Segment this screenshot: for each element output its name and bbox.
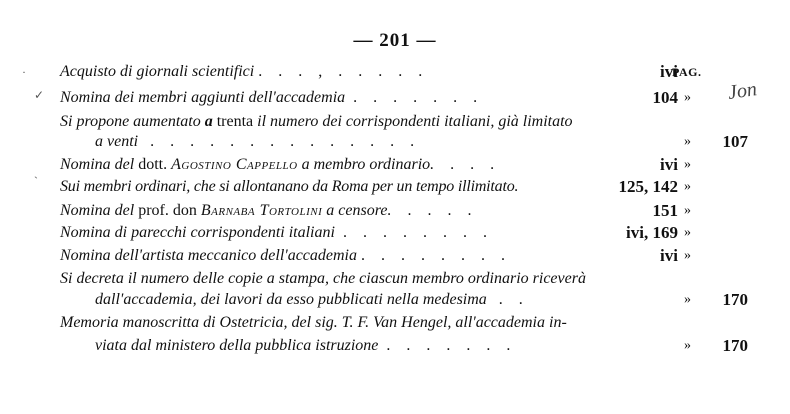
leader-dots: . . . (434, 156, 495, 173)
page-ref: 107 (722, 132, 748, 151)
leader-dots: . . . . (391, 202, 472, 219)
entry-text: trenta (212, 113, 258, 130)
page-ref: 170 (722, 290, 748, 309)
entry-text: Nomina dei membri aggiunti dell'accademia (60, 89, 346, 106)
index-entry-continuation (95, 289, 775, 311)
entry-text: Nomina del (60, 156, 139, 173)
entry-text: Nomina di parecchi corrispondenti italiani (60, 224, 335, 241)
index-entry (60, 176, 740, 198)
page-ref: ivi (660, 62, 678, 81)
person-name: Barnaba Tortolini (200, 202, 323, 219)
ditto-mark: » (684, 225, 691, 240)
entry-text: prof. don (138, 202, 201, 219)
person-name: Agostino Cappello (171, 156, 298, 173)
index-entry (60, 312, 740, 334)
margin-tick-mark: ˋ (34, 174, 38, 188)
index-entry (60, 245, 740, 267)
entry-text: viata dal ministero della pubblica istruzione (95, 337, 379, 354)
index-entry-continuation (95, 131, 775, 153)
index-entry (60, 154, 740, 176)
entry-text: Si decreta il numero delle copie a stampa, che ciascun membro ordinario riceverà (60, 270, 586, 287)
page-ref: 104 (652, 88, 678, 107)
pag-label: PAG. (672, 65, 702, 79)
ditto-mark: » (684, 134, 691, 149)
leader-dots: . . . . . . . (345, 89, 478, 106)
page-ref: ivi (660, 246, 678, 265)
ditto-mark: » (684, 90, 691, 105)
index-entry (60, 61, 740, 83)
page-ref: 170 (722, 336, 748, 355)
ditto-mark: » (684, 179, 691, 194)
entry-text: Si propone aumentato (60, 113, 205, 130)
entry-text: Sui membri ordinari, che si allontanano da Roma per un tempo illimitato. (60, 178, 519, 195)
page-ref: ivi, 169 (626, 223, 678, 242)
leader-dots: . . (486, 291, 523, 308)
entry-text: a membro ordinario. (297, 156, 435, 173)
leader-dots: . . . . . . . . (334, 224, 487, 241)
leader-dots: . . . , . . . . . (254, 63, 423, 80)
ditto-mark: » (684, 292, 691, 307)
index-entry-continuation (95, 335, 775, 357)
entry-text: a (204, 113, 213, 130)
leader-dots: . . . . . . . (378, 337, 511, 354)
margin-dot: · (22, 65, 26, 79)
page-ref: ivi (660, 155, 678, 174)
entry-text: Memoria manoscritta di Ostetricia, del sig. T. F. Van Hengel, all'accademia in- (60, 314, 567, 331)
entry-text: a venti (95, 133, 139, 150)
ditto-mark: » (684, 203, 691, 218)
index-entry (60, 111, 740, 133)
index-entry (60, 87, 740, 109)
page-ref: 151 (652, 201, 678, 220)
margin-check-mark: ✓ (34, 88, 45, 102)
index-entry (60, 222, 740, 244)
page-ref: 125, 142 (618, 177, 678, 196)
index-entry (60, 268, 740, 290)
entry-text: a censore. (322, 202, 392, 219)
entry-text: Acquisto di giornali scientifici (60, 63, 255, 80)
ditto-mark: » (684, 248, 691, 263)
entry-text: dott. (138, 156, 172, 173)
page-number: — 201 — (353, 30, 437, 51)
entry-text: Nomina dell'artista meccanico dell'accademia (60, 247, 357, 264)
index-entry (60, 200, 740, 222)
handwritten-note: Jon (726, 78, 759, 104)
entry-text: dall'accademia, dei lavori da esso pubblicati nella medesima (95, 291, 487, 308)
leader-dots: . . . . . . . . . . . . . . (138, 133, 415, 150)
ditto-mark: » (684, 157, 691, 172)
leader-dots: . . . . . . . . (357, 247, 505, 264)
ditto-mark: » (684, 338, 691, 353)
entry-text: il numero dei corrispondenti italiani, già limitato (257, 113, 573, 130)
entry-text: Nomina del (60, 202, 139, 219)
